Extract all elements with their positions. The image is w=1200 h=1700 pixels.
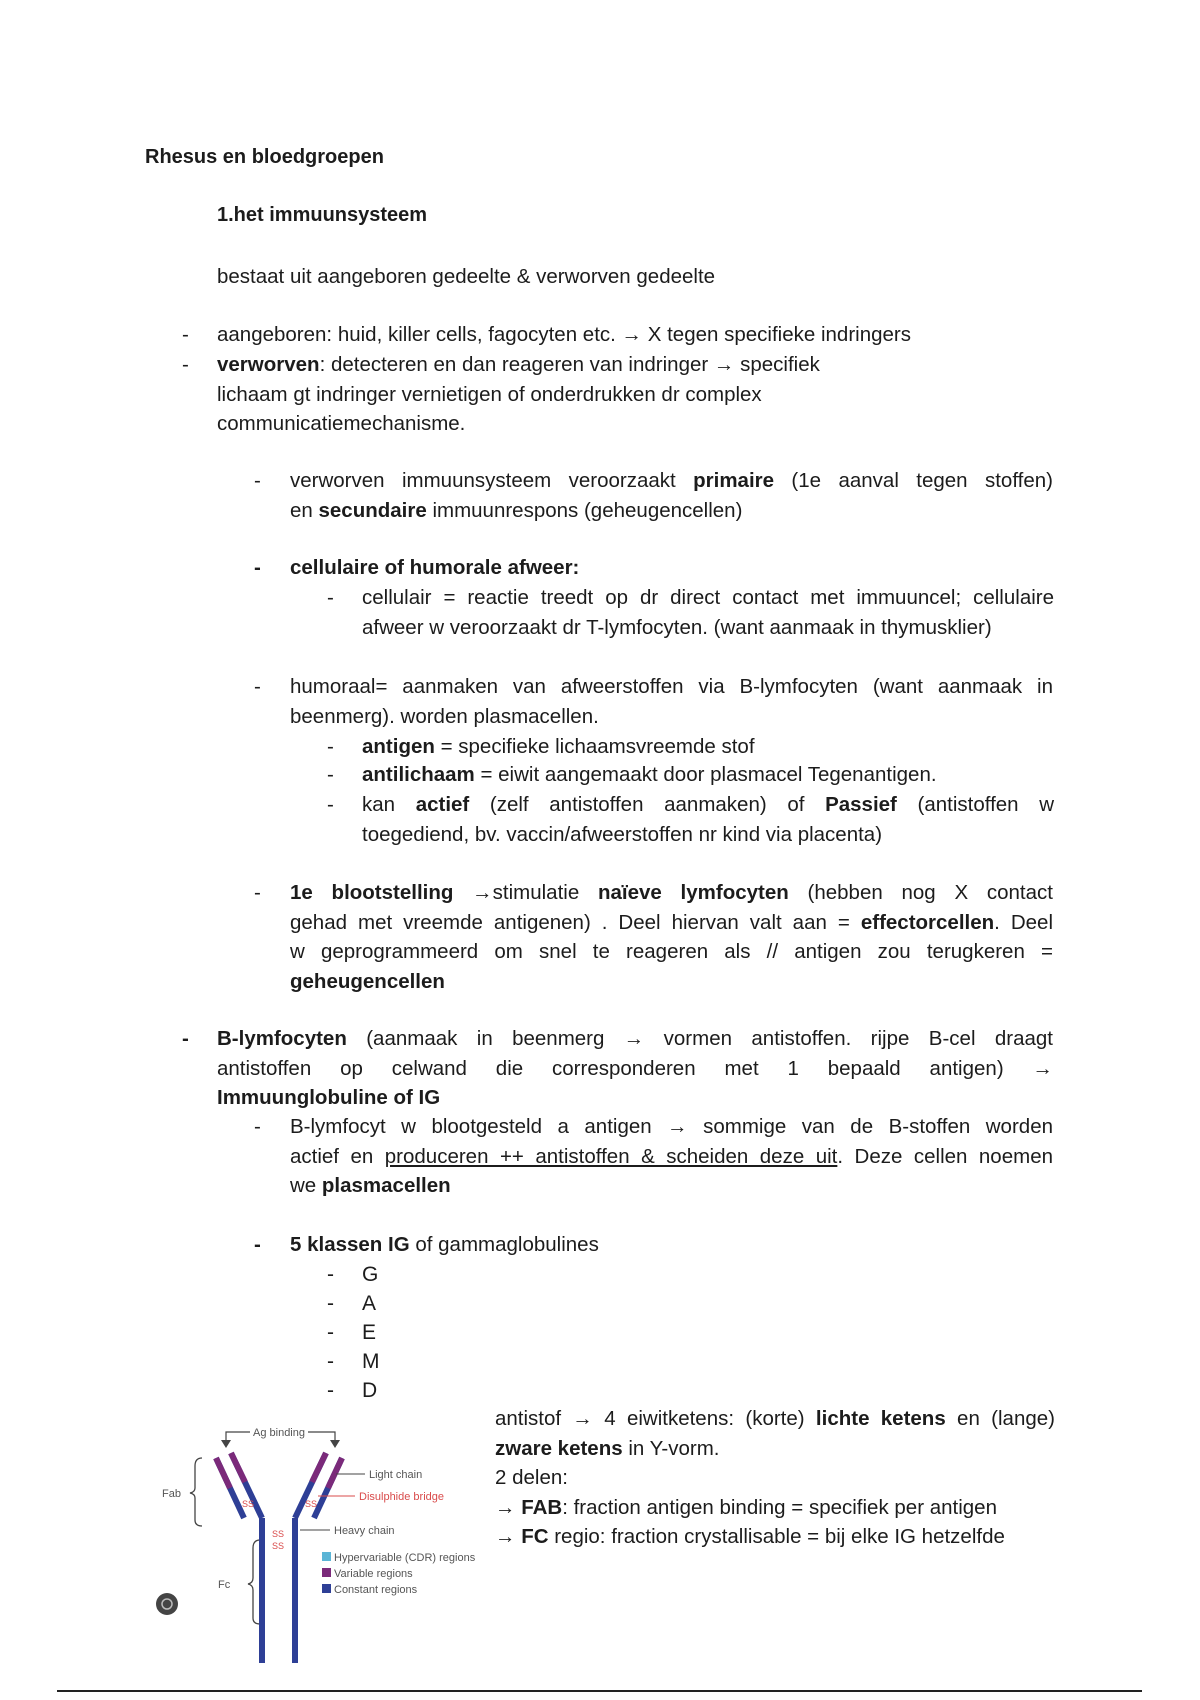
bullet-dash: - — [254, 1115, 261, 1138]
svg-text:Heavy chain: Heavy chain — [334, 1525, 395, 1537]
bullet-dash: - — [254, 556, 261, 579]
bullet-dash: - — [254, 881, 261, 904]
variable-region — [216, 1458, 230, 1488]
svg-text:Light chain: Light chain — [369, 1469, 423, 1481]
legend-swatch-constant — [322, 1584, 331, 1593]
variable-region — [231, 1453, 245, 1482]
intro-text: bestaat uit aangeboren gedeelte & verworven gedeelte — [217, 265, 716, 288]
disulphide-label — [318, 1491, 444, 1503]
ss-label: SS — [272, 1541, 285, 1551]
bullet-dash: - — [182, 353, 189, 376]
legend-variable: Variable regions — [334, 1568, 413, 1580]
light-chain-label — [336, 1469, 422, 1481]
diagram-legend — [322, 1552, 476, 1596]
legend-constant: Constant regions — [334, 1584, 418, 1596]
klassen-text: 5 klassen IG of gammaglobulines — [290, 1233, 599, 1256]
bullet-dash: - — [254, 469, 261, 492]
fc-label — [218, 1540, 260, 1624]
actief-text: kan actief (zelf antistoffen aanmaken) of Passief (antistoffen w toegediend, bv. vaccin/afweerstoffen nr kind via placenta) — [362, 793, 1055, 846]
svg-text:Disulphide bridge: Disulphide bridge — [359, 1491, 444, 1503]
primair-text: verworven immuunsysteem veroorzaakt primaire (1e aanval tegen stoffen) en secundaire immuunrespons (geheugencellen) — [290, 469, 1053, 522]
cellulair-text: cellulair = reactie treedt op dr direct contact met immuuncel; cellulaire afweer w veroorzaakt dr T-lymfocyten. (want aanmaak in thymusklier) — [362, 586, 1054, 639]
antilichaam-text: antilichaam = eiwit aangemaakt door plasmacel Tegenantigen. — [362, 763, 937, 786]
ss-label: SS — [272, 1529, 285, 1539]
bullet-dash: - — [327, 586, 334, 609]
page-title: Rhesus en bloedgroepen — [145, 146, 384, 168]
legend-hyper: Hypervariable (CDR) regions — [334, 1552, 476, 1564]
bottom-divider — [57, 1690, 1142, 1692]
ag-binding-text: Ag binding — [253, 1427, 305, 1439]
legend-swatch-hyper — [322, 1552, 331, 1561]
fc-text: Fc — [218, 1579, 231, 1591]
variable-region — [312, 1453, 326, 1482]
variable-region — [328, 1458, 342, 1488]
fab-label — [162, 1458, 202, 1526]
heavy-chain-label — [300, 1525, 395, 1537]
plasma-text: B-lymfocyt w blootgesteld a antigen → sommige van de B-stoffen worden actief en produceren ++ antistoffen & scheiden deze uit. Deze cellen noemen we plasmacellen — [290, 1115, 1053, 1197]
bullet-dash: - — [254, 1233, 261, 1256]
section-heading: 1.het immuunsysteem — [217, 204, 428, 226]
blootstelling-text: 1e blootstelling →stimulatie naïeve lymfocyten (hebben nog X contact gehad met vreemde antigenen) . Deel hiervan valt aan = effectorcellen. Deel w geprogrammeerd om snel te reageren als // antigen zou terugkeren = geheugencellen — [290, 881, 1053, 993]
bullet-dash: - — [327, 735, 334, 758]
humoraal-text: humoraal= aanmaken van afweerstoffen via B-lymfocyten (want aanmaak in beenmerg). worden plasmacellen. — [290, 675, 1053, 728]
bullet-dash: - — [327, 793, 334, 816]
blymfo-text: B-lymfocyten (aanmaak in beenmerg → vormen antistoffen. rijpe B-cel draagt antistoffen op celwand die corresponderen met 1 bepaald antigen) → Immuunglobuline of IG — [217, 1027, 1053, 1109]
bullet-dash: - — [254, 675, 261, 698]
verworven-text: verworven: detecteren en dan reageren van indringer → specifiek lichaam gt indringer vernietigen of onderdrukken dr complex communicatiemechanisme. — [217, 353, 820, 435]
cellulair-heading: cellulaire of humorale afweer: — [290, 556, 580, 579]
source-logo-icon — [156, 1593, 178, 1615]
ss-label: SS — [305, 1499, 318, 1509]
antistof-text: antistof → 4 eiwitketens: (korte) lichte ketens en (lange) zware ketens in Y-vorm. 2 delen: → FAB: fraction antigen binding = specifiek per antigen → FC regio: fraction crystallisable = bij elke IG hetzelfde — [495, 1407, 1055, 1548]
antigen-text: antigen = specifieke lichaamsvreemde stof — [362, 735, 755, 758]
bullet-dash: - — [327, 763, 334, 786]
aangeboren-text: aangeboren: huid, killer cells, fagocyten etc. → X tegen specifieke indringers — [217, 323, 911, 346]
bullet-dash: - — [182, 323, 189, 346]
fab-text: Fab — [162, 1488, 181, 1500]
antibody-diagram — [150, 1418, 490, 1668]
bullet-dash: - — [182, 1027, 189, 1050]
ag-binding-label — [221, 1427, 340, 1448]
ss-label: SS — [242, 1499, 255, 1509]
legend-swatch-variable — [322, 1568, 331, 1577]
